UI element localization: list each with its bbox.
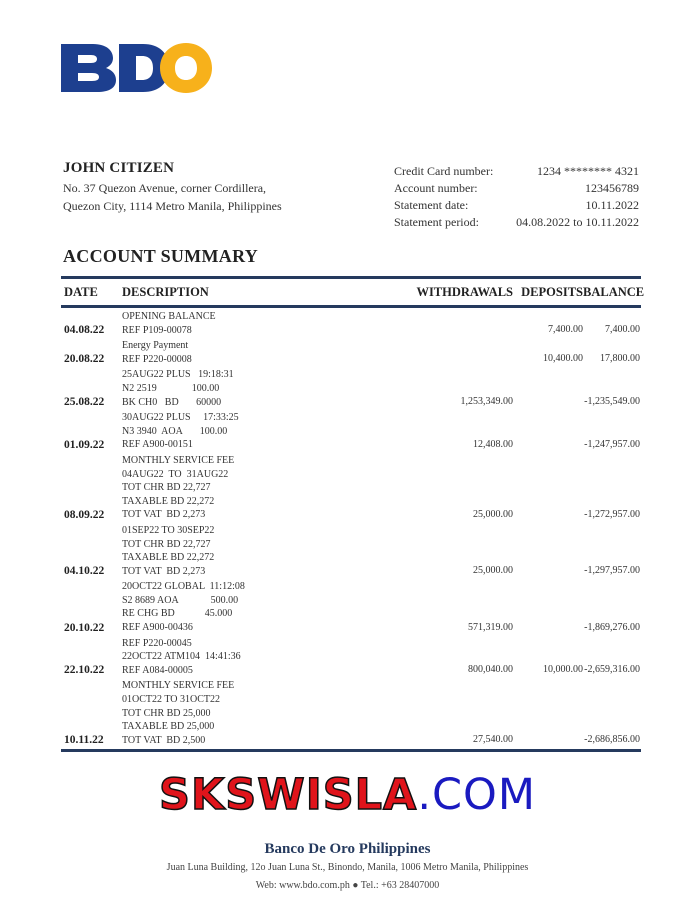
table-row bbox=[61, 524, 641, 578]
cell-balance: -1,297,957.00 bbox=[584, 565, 640, 577]
cell-description: 25AUG22 PLUS 19:18:31 N2 2519 100.00 BK CH0 BD 60000 bbox=[122, 369, 234, 408]
header-balance: BALANCE bbox=[583, 284, 645, 299]
account-summary-title: ACCOUNT SUMMARY bbox=[63, 246, 259, 266]
table-bottom-rule bbox=[61, 749, 641, 752]
account-info bbox=[394, 163, 639, 231]
table-row bbox=[61, 368, 641, 409]
cell-withdrawals: 800,040.00 bbox=[468, 664, 513, 676]
table-row bbox=[61, 454, 641, 522]
cell-date: 10.11.22 bbox=[64, 734, 104, 747]
info-value: 123456789 bbox=[585, 181, 639, 195]
table-row bbox=[61, 580, 641, 634]
header-deposits: DEPOSITS bbox=[521, 284, 583, 299]
watermark bbox=[0, 770, 695, 820]
cell-date: 01.09.22 bbox=[64, 438, 105, 451]
footer-address: Juan Luna Building, 12o Juan Luna St., Binondo, Manila, 1006 Metro Manila, Philippines bbox=[166, 862, 529, 873]
info-value: 1234 ******** 4321 bbox=[537, 164, 639, 178]
table-row bbox=[61, 411, 641, 452]
cell-balance: -1,235,549.00 bbox=[584, 396, 640, 408]
watermark-part2: .COM bbox=[417, 770, 536, 820]
cell-description: 20OCT22 GLOBAL 11:12:08 S2 8689 AOA 500.00 RE CHG BD 45.000 REF A900-00436 bbox=[122, 581, 245, 634]
footer bbox=[0, 840, 695, 892]
customer-address-line2: Quezon City, 1114 Metro Manila, Philippines bbox=[63, 198, 282, 213]
customer-block bbox=[63, 160, 282, 215]
info-value: 04.08.2022 to 10.11.2022 bbox=[516, 215, 639, 229]
cell-date: 04.08.22 bbox=[64, 324, 105, 337]
transactions-table bbox=[61, 276, 645, 752]
statement-date-row bbox=[394, 197, 639, 214]
cell-deposits: 10,400.00 bbox=[543, 353, 583, 365]
info-label: Statement date: bbox=[394, 198, 469, 212]
cell-description: MONTHLY SERVICE FEE 04AUG22 TO 31AUG22 TOT CHR BD 22,727 TAXABLE BD 22,272 TOT VAT BD 2,273 bbox=[122, 454, 235, 521]
cell-balance: 17,800.00 bbox=[600, 353, 640, 365]
cell-withdrawals: 25,000.00 bbox=[473, 508, 513, 520]
cell-balance: -2,659,316.00 bbox=[584, 664, 640, 676]
cell-description: OPENING BALANCE REF P109-00078 bbox=[122, 311, 216, 336]
cell-withdrawals: 1,253,349.00 bbox=[460, 396, 513, 408]
statement-period-row bbox=[394, 214, 639, 231]
cell-date: 22.10.22 bbox=[64, 664, 105, 677]
cell-date: 08.09.22 bbox=[64, 508, 105, 521]
cell-balance: -2,686,856.00 bbox=[584, 734, 640, 746]
table-row bbox=[61, 339, 641, 366]
cell-deposits: 10,000.00 bbox=[543, 664, 583, 676]
cell-date: 20.10.22 bbox=[64, 621, 105, 634]
cell-balance: -1,869,276.00 bbox=[584, 621, 640, 633]
info-label: Credit Card number: bbox=[394, 164, 494, 178]
header-description: DESCRIPTION bbox=[122, 284, 209, 299]
cell-description: 30AUG22 PLUS 17:33:25 N3 3940 AOA 100.00 REF A900-00151 bbox=[122, 412, 239, 451]
cell-balance: -1,272,957.00 bbox=[584, 508, 640, 520]
credit-card-number-row bbox=[394, 163, 639, 180]
footer-contact: Web: www.bdo.com.ph ● Tel.: +63 28407000 bbox=[255, 880, 440, 891]
header-withdrawals: WITHDRAWALS bbox=[416, 284, 513, 299]
cell-balance: 7,400.00 bbox=[605, 324, 640, 336]
footer-bank-name: Banco De Oro Philippines bbox=[264, 841, 431, 857]
customer-address-line1: No. 37 Quezon Avenue, corner Cordillera, bbox=[63, 181, 267, 195]
cell-description: MONTHLY SERVICE FEE 01OCT22 TO 31OCT22 TOT CHR BD 25,000 TAXABLE BD 25,000 TOT VAT BD 2,500 bbox=[122, 680, 235, 746]
bdo-logo bbox=[59, 42, 214, 94]
table-header bbox=[61, 279, 645, 305]
cell-description: Energy Payment REF P220-00008 bbox=[122, 340, 192, 365]
cell-withdrawals: 12,408.00 bbox=[473, 438, 513, 450]
info-label: Statement period: bbox=[394, 215, 479, 229]
cell-date: 25.08.22 bbox=[64, 396, 105, 409]
cell-description: REF P220-00045 22OCT22 ATM104 14:41:36 REF A084-00005 bbox=[122, 637, 241, 676]
cell-withdrawals: 27,540.00 bbox=[473, 734, 513, 746]
cell-date: 04.10.22 bbox=[64, 565, 105, 578]
info-value: 10.11.2022 bbox=[585, 198, 639, 212]
cell-withdrawals: 571,319.00 bbox=[468, 621, 513, 633]
table-row bbox=[61, 679, 641, 747]
table-row bbox=[61, 310, 641, 337]
header-date: DATE bbox=[64, 284, 98, 299]
cell-balance: -1,247,957.00 bbox=[584, 438, 640, 450]
cell-deposits: 7,400.00 bbox=[548, 324, 583, 336]
customer-name: JOHN CITIZEN bbox=[63, 160, 175, 176]
table-body bbox=[61, 308, 641, 747]
account-number-row bbox=[394, 180, 639, 197]
cell-description: 01SEP22 TO 30SEP22 TOT CHR BD 22,727 TAXABLE BD 22,272 TOT VAT BD 2,273 bbox=[122, 524, 215, 577]
cell-withdrawals: 25,000.00 bbox=[473, 565, 513, 577]
table-row bbox=[61, 637, 641, 678]
cell-date: 20.08.22 bbox=[64, 353, 105, 366]
info-label: Account number: bbox=[394, 181, 478, 195]
bdo-logo-mark bbox=[59, 42, 214, 94]
watermark-part1: SKSWISLA bbox=[159, 770, 418, 820]
